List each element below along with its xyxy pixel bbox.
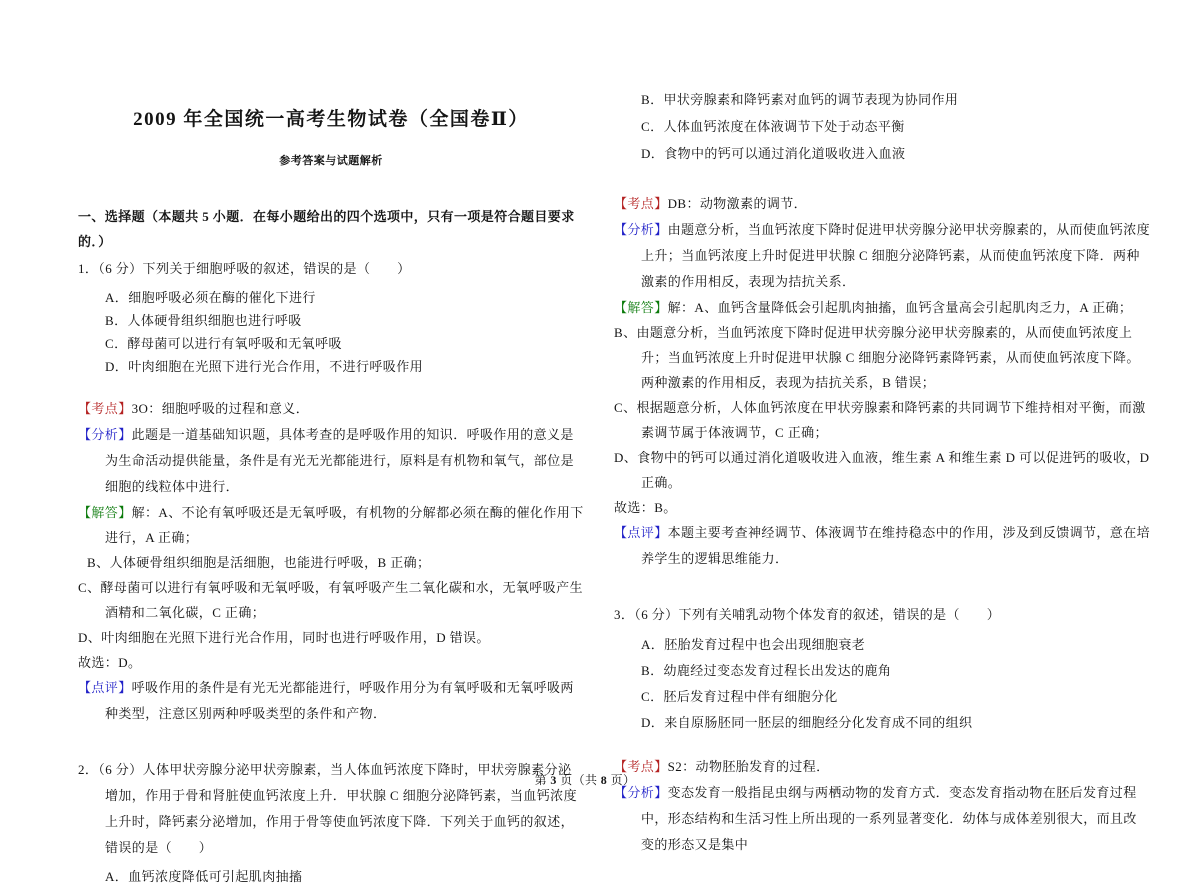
question-1-dianping bbox=[78, 675, 584, 727]
fenxi-text: 由题意分析，当血钙浓度下降时促进甲状旁腺分泌甲状旁腺素的，从而使血钙浓度上升；当血钙浓度上升时促进甲状腺 C 细胞分泌降钙素，从而使血钙浓度下降．两种激素的作用相反，表现为拮抗关系． bbox=[641, 222, 1151, 289]
jieda-text-a: 解：A、血钙含量降低会引起肌肉抽搐，血钙含量高会引起肌肉乏力，A 正确； bbox=[667, 300, 1133, 315]
question-2-jieda-c: C、根据题意分析，人体血钙浓度在甲状旁腺素和降钙素的共同调节下维持相对平衡，而激素调节属于体液调节，C 正确； bbox=[614, 400, 1146, 440]
question-3-options bbox=[614, 632, 1150, 736]
question-1-option-a: A．细胞呼吸必须在酶的催化下进行 bbox=[105, 290, 316, 305]
section-header: 一、选择题（本题共 5 小题．在每小题给出的四个选项中，只有一项是符合题目要求的．） bbox=[78, 209, 575, 249]
exam-subtitle: 参考答案与试题解析 bbox=[279, 155, 383, 167]
exam-title: 2009 年全国统一高考生物试卷（全国卷Ⅱ） bbox=[133, 109, 529, 130]
question-1-option-c: C．酵母菌可以进行有氧呼吸和无氧呼吸 bbox=[105, 336, 342, 351]
question-3-option-b: B．幼鹿经过变态发育过程长出发达的鹿角 bbox=[641, 663, 892, 678]
question-1-options bbox=[78, 286, 584, 378]
kaodian-text: DB：动物激素的调节． bbox=[667, 196, 808, 211]
page-footer bbox=[0, 770, 1170, 790]
question-2-jieda-b: B、由题意分析，当血钙浓度下降时促进甲状旁腺分泌甲状旁腺素的，从而使血钙浓度上升；当血钙浓度上升时促进甲状腺 C 细胞分泌降钙素降钙素，从而使血钙浓度下降。两种激素的作用相反，表现为拮抗关系，B 错误； bbox=[614, 325, 1140, 390]
dianping-text: 本题主要考查神经调节、体液调节在维持稳态中的作用，涉及到反馈调节，意在培养学生的逻辑思维能力． bbox=[641, 525, 1151, 566]
question-3-option-d: D．来自原肠胚同一胚层的细胞经分化发育成不同的组织 bbox=[641, 715, 973, 730]
jieda-tag: 【解答】 bbox=[614, 300, 668, 315]
question-2-option-b: B．甲状旁腺素和降钙素对血钙的调节表现为协同作用 bbox=[641, 92, 959, 107]
question-1-answer: 故选：D。 bbox=[78, 655, 142, 670]
fenxi-tag: 【分析】 bbox=[614, 785, 668, 800]
question-1-jieda-c: C、酵母菌可以进行有氧呼吸和无氧呼吸，有氧呼吸产生二氧化碳和水，无氧呼吸产生酒精和二氧化碳，C 正确； bbox=[78, 580, 583, 620]
question-2-jieda bbox=[614, 295, 1150, 320]
footer-mid: 页（共 bbox=[560, 773, 598, 787]
question-2-fenxi bbox=[614, 217, 1150, 295]
question-2-option-a: A．血钙浓度降低可引起肌肉抽搐 bbox=[105, 869, 303, 884]
question-2-dianping bbox=[614, 520, 1150, 572]
dianping-tag: 【点评】 bbox=[614, 525, 668, 540]
question-2-option-c: C．人体血钙浓度在体液调节下处于动态平衡 bbox=[641, 119, 905, 134]
kaodian-text: 3O：细胞呼吸的过程和意义． bbox=[131, 401, 310, 416]
fenxi-tag: 【分析】 bbox=[614, 222, 668, 237]
fenxi-text: 变态发育一般指昆虫纲与两栖动物的发育方式．变态发育指动物在胚后发育过程中，形态结构和生活习性上所出现的一系列显著变化．幼体与成体差别很大，而且改变的形态又是集中 bbox=[641, 785, 1137, 852]
question-1-fenxi bbox=[78, 422, 584, 500]
kaodian-tag: 【考点】 bbox=[614, 196, 668, 211]
question-3-fenxi bbox=[614, 780, 1150, 858]
question-2-options-left bbox=[78, 865, 584, 888]
question-1-stem: 1．（6 分）下列关于细胞呼吸的叙述，错误的是（ ） bbox=[78, 261, 411, 276]
footer-page-number: 3 bbox=[550, 773, 557, 787]
jieda-text-a: 解：A、不论有氧呼吸还是无氧呼吸，有机物的分解都必须在酶的催化作用下进行，A 正确； bbox=[105, 505, 584, 545]
question-1-option-d: D．叶肉细胞在光照下进行光合作用，不进行呼吸作用 bbox=[105, 359, 423, 374]
question-1-kaodian bbox=[78, 396, 584, 422]
question-3-stem: 3．（6 分）下列有关哺乳动物个体发育的叙述，错误的是（ ） bbox=[614, 607, 1001, 622]
question-2-kaodian bbox=[614, 191, 1150, 217]
question-3-option-c: C．胚后发育过程中伴有细胞分化 bbox=[641, 689, 838, 704]
question-1-jieda bbox=[78, 500, 584, 550]
kaodian-tag: 【考点】 bbox=[78, 401, 132, 416]
footer-suffix: 页） bbox=[610, 773, 636, 787]
question-3-option-a: A．胚胎发育过程中也会出现细胞衰老 bbox=[641, 637, 866, 652]
question-1-jieda-b: B、人体硬骨组织细胞是活细胞，也能进行呼吸，B 正确； bbox=[87, 555, 431, 570]
question-2-option-d: D．食物中的钙可以通过消化道吸收进入血液 bbox=[641, 146, 906, 161]
kaodian-text: S2：动物胚胎发育的过程． bbox=[667, 759, 830, 774]
dianping-tag: 【点评】 bbox=[78, 680, 132, 695]
question-1-option-b: B．人体硬骨组织细胞也进行呼吸 bbox=[105, 313, 302, 328]
dianping-text: 呼吸作用的条件是有光无光都能进行，呼吸作用分为有氧呼吸和无氧呼吸两种类型，注意区别两种呼吸类型的条件和产物． bbox=[105, 680, 574, 721]
fenxi-text: 此题是一道基础知识题，具体考查的是呼吸作用的知识．呼吸作用的意义是为生命活动提供能量，条件是有光无光都能进行，原料是有机物和氧气，部位是细胞的线粒体中进行． bbox=[105, 427, 575, 494]
kaodian-tag: 【考点】 bbox=[614, 759, 668, 774]
question-2-answer: 故选：B。 bbox=[614, 500, 677, 515]
question-2-options-right bbox=[614, 86, 1150, 167]
question-2-jieda-d: D、食物中的钙可以通过消化道吸收进入血液，维生素 A 和维生素 D 可以促进钙的吸收，D 正确。 bbox=[614, 450, 1150, 490]
footer-total-pages: 8 bbox=[600, 773, 608, 787]
question-2-stem: 2．（6 分）人体甲状旁腺分泌甲状旁腺素，当人体血钙浓度下降时，甲状旁腺素分泌增加，作用于骨和肾脏使血钙浓度上升．甲状腺 C 细胞分泌降钙素，当血钙浓度上升时，降钙素分泌增加，作用于骨等使血钙浓度下降．下列关于血钙的叙述，错误的是（ ） bbox=[78, 762, 577, 855]
footer-prefix: 第 bbox=[534, 773, 547, 787]
right-column bbox=[614, 82, 1150, 858]
question-1-jieda-d: D、叶肉细胞在光照下进行光合作用，同时也进行呼吸作用，D 错误。 bbox=[78, 630, 490, 645]
fenxi-tag: 【分析】 bbox=[78, 427, 132, 442]
jieda-tag: 【解答】 bbox=[78, 505, 132, 520]
